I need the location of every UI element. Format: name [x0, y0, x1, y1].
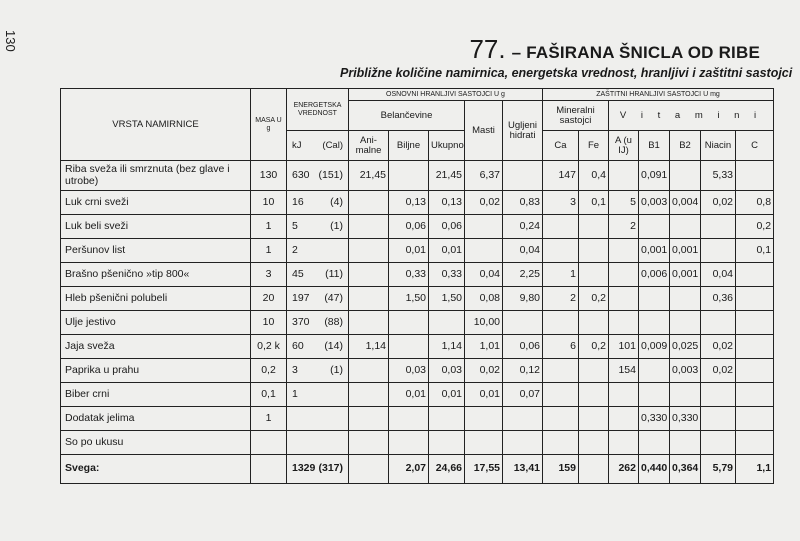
vitamin-a-cell: 5 — [609, 191, 639, 215]
animal-protein-cell: 1,14 — [349, 335, 389, 359]
vitamin-a-cell — [609, 287, 639, 311]
fat-cell — [465, 239, 503, 263]
total-protein-cell: 24,66 — [429, 455, 465, 484]
cal-value: (1) — [330, 363, 343, 376]
vitamin-a-cell: 262 — [609, 455, 639, 484]
ca-cell — [543, 215, 579, 239]
vitamin-b2-cell: 0,025 — [670, 335, 701, 359]
table-row — [61, 335, 774, 359]
mass-cell: 10 — [251, 311, 287, 335]
cal-value: (151) — [318, 168, 343, 181]
kj-value: 3 — [292, 363, 298, 376]
mass-cell: 0,2 k — [251, 335, 287, 359]
nutrition-table — [60, 88, 774, 484]
ingredient-name: Biber crni — [61, 383, 251, 407]
niacin-cell: 0,02 — [701, 191, 736, 215]
vitamin-b2-cell — [670, 161, 701, 191]
kj-value: 45 — [292, 267, 304, 280]
niacin-cell — [701, 215, 736, 239]
table-row — [61, 383, 774, 407]
vitamin-b1-cell: 0,330 — [639, 407, 670, 431]
vitamin-c-cell — [736, 407, 774, 431]
recipe-name: – FAŠIRANA ŠNICLA OD RIBE — [511, 43, 760, 62]
kj-value: 2 — [292, 243, 298, 256]
fe-cell — [579, 431, 609, 455]
kj-value: 60 — [292, 339, 304, 352]
plant-protein-cell — [389, 311, 429, 335]
animal-protein-cell — [349, 311, 389, 335]
energy-cell — [287, 311, 349, 335]
total-protein-cell — [429, 431, 465, 455]
total-row — [61, 455, 774, 484]
mass-cell: 1 — [251, 407, 287, 431]
vitamin-b1-cell — [639, 359, 670, 383]
vitamin-b2-cell — [670, 431, 701, 455]
energy-cell — [287, 161, 349, 191]
cal-value: (4) — [330, 195, 343, 208]
plant-protein-cell: 0,01 — [389, 239, 429, 263]
kj-value: 16 — [292, 195, 304, 208]
table-row — [61, 161, 774, 191]
niacin-cell — [701, 311, 736, 335]
total-protein-cell: 0,33 — [429, 263, 465, 287]
total-protein-cell: 0,13 — [429, 191, 465, 215]
kj-value: 1329 — [292, 462, 316, 475]
fat-cell: 0,02 — [465, 191, 503, 215]
animal-protein-cell — [349, 431, 389, 455]
table-row — [61, 191, 774, 215]
energy-cell — [287, 335, 349, 359]
ca-cell — [543, 359, 579, 383]
vitamin-b2-cell: 0,001 — [670, 263, 701, 287]
fe-cell: 0,4 — [579, 161, 609, 191]
cal-value: (47) — [324, 291, 343, 304]
vitamin-b2-cell: 0,001 — [670, 239, 701, 263]
animal-protein-cell — [349, 287, 389, 311]
fat-cell: 10,00 — [465, 311, 503, 335]
vitamin-b2-header: B2 — [670, 131, 701, 161]
mass-cell: 20 — [251, 287, 287, 311]
niacin-cell: 5,79 — [701, 455, 736, 484]
fe-cell — [579, 383, 609, 407]
vitamin-b2-cell — [670, 215, 701, 239]
energy-cell — [287, 191, 349, 215]
carb-cell: 0,07 — [503, 383, 543, 407]
col-name-header: VRSTA NAMIRNICE — [61, 89, 251, 161]
carb-cell — [503, 161, 543, 191]
niacin-cell: 0,36 — [701, 287, 736, 311]
cal-value: (14) — [324, 339, 343, 352]
plant-protein-cell: 0,06 — [389, 215, 429, 239]
total-protein-cell: 0,06 — [429, 215, 465, 239]
vitamin-c-cell — [736, 431, 774, 455]
ingredient-name: Luk crni sveži — [61, 191, 251, 215]
vitamin-c-cell — [736, 359, 774, 383]
plant-protein-cell: 1,50 — [389, 287, 429, 311]
table-subtitle: Približne količine namirnica, energetska vrednost, hranljivi i zaštitni sastojci — [340, 66, 793, 80]
cal-value: (317) — [318, 462, 343, 475]
vitamin-b1-cell — [639, 383, 670, 407]
fat-cell: 1,01 — [465, 335, 503, 359]
fe-cell — [579, 407, 609, 431]
total-protein-cell: 21,45 — [429, 161, 465, 191]
carb-cell — [503, 407, 543, 431]
energy-cell — [287, 263, 349, 287]
vitamin-b2-cell — [670, 311, 701, 335]
table-row — [61, 239, 774, 263]
protective-nutrients-header: ZAŠTITNI HRANLJIVI SASTOJCI U mg — [543, 89, 774, 101]
carb-cell: 0,83 — [503, 191, 543, 215]
vitamin-a-header: A (u IJ) — [609, 131, 639, 161]
plant-protein-cell: 0,01 — [389, 383, 429, 407]
fat-cell: 0,01 — [465, 383, 503, 407]
vitamin-c-header: C — [736, 131, 774, 161]
ingredient-name: Peršunov list — [61, 239, 251, 263]
ingredient-name: Luk beli sveži — [61, 215, 251, 239]
vitamin-c-cell: 0,1 — [736, 239, 774, 263]
col-mass-header: MASA U g — [251, 89, 287, 161]
vitamin-c-cell — [736, 263, 774, 287]
ingredient-name: So po ukusu — [61, 431, 251, 455]
mass-cell: 0,1 — [251, 383, 287, 407]
animal-protein-cell: 21,45 — [349, 161, 389, 191]
kj-value: 5 — [292, 219, 298, 232]
total-protein-cell: 0,01 — [429, 383, 465, 407]
total-protein-cell — [429, 407, 465, 431]
fe-cell — [579, 455, 609, 484]
total-proteins-header: Ukupno — [429, 131, 465, 161]
ingredient-name: Dodatak jelima — [61, 407, 251, 431]
recipe-number: 77. — [469, 34, 506, 64]
vitamin-c-cell: 0,2 — [736, 215, 774, 239]
vitamin-b2-cell — [670, 383, 701, 407]
energy-cell — [287, 431, 349, 455]
fe-cell: 0,2 — [579, 335, 609, 359]
carb-cell: 9,80 — [503, 287, 543, 311]
recipe-title — [469, 34, 760, 65]
vitamin-c-cell — [736, 335, 774, 359]
carb-cell: 13,41 — [503, 455, 543, 484]
fat-cell: 17,55 — [465, 455, 503, 484]
vitamin-c-cell: 1,1 — [736, 455, 774, 484]
ca-cell: 6 — [543, 335, 579, 359]
fe-cell — [579, 359, 609, 383]
vitamin-b1-cell — [639, 431, 670, 455]
ca-cell — [543, 311, 579, 335]
vitamin-a-cell — [609, 383, 639, 407]
ca-cell — [543, 431, 579, 455]
total-protein-cell: 0,01 — [429, 239, 465, 263]
ingredient-name: Paprika u prahu — [61, 359, 251, 383]
minerals-header: Mineralni sastojci — [543, 101, 609, 131]
niacin-cell — [701, 239, 736, 263]
carb-cell: 0,12 — [503, 359, 543, 383]
fat-cell: 0,04 — [465, 263, 503, 287]
ca-cell — [543, 239, 579, 263]
cal-value: (88) — [324, 315, 343, 328]
plant-protein-cell — [389, 431, 429, 455]
fat-cell — [465, 407, 503, 431]
vitamin-b1-cell — [639, 311, 670, 335]
ca-cell — [543, 407, 579, 431]
mass-cell — [251, 431, 287, 455]
kj-label: kJ — [292, 139, 302, 151]
energy-cell — [287, 359, 349, 383]
vitamin-c-cell — [736, 383, 774, 407]
ca-cell: 2 — [543, 287, 579, 311]
ingredient-name: Brašno pšenično »tip 800« — [61, 263, 251, 287]
ingredient-name: Riba sveža ili smrznuta (bez glave i utrobe) — [61, 161, 251, 191]
animal-protein-cell — [349, 191, 389, 215]
animal-protein-cell — [349, 455, 389, 484]
vitamin-c-cell — [736, 161, 774, 191]
animal-protein-cell — [349, 383, 389, 407]
ca-cell — [543, 383, 579, 407]
cal-label: (Cal) — [322, 139, 343, 151]
ca-cell: 3 — [543, 191, 579, 215]
niacin-cell: 0,02 — [701, 359, 736, 383]
fat-cell: 0,08 — [465, 287, 503, 311]
ingredient-name: Svega: — [61, 455, 251, 484]
table-row — [61, 287, 774, 311]
vitamin-b1-cell: 0,006 — [639, 263, 670, 287]
animal-protein-cell — [349, 359, 389, 383]
carb-cell — [503, 311, 543, 335]
ca-cell: 159 — [543, 455, 579, 484]
vitamin-b1-cell — [639, 215, 670, 239]
ca-cell: 147 — [543, 161, 579, 191]
table-row — [61, 215, 774, 239]
fe-cell — [579, 311, 609, 335]
plant-protein-cell — [389, 407, 429, 431]
animal-protein-cell — [349, 239, 389, 263]
fe-cell: 0,2 — [579, 287, 609, 311]
plant-protein-cell: 0,33 — [389, 263, 429, 287]
niacin-cell: 0,02 — [701, 335, 736, 359]
table-row — [61, 311, 774, 335]
animal-protein-cell — [349, 407, 389, 431]
vitamin-b1-cell: 0,009 — [639, 335, 670, 359]
kj-value: 1 — [292, 387, 298, 400]
fat-cell: 0,02 — [465, 359, 503, 383]
vitamin-a-cell: 154 — [609, 359, 639, 383]
vitamin-a-cell — [609, 263, 639, 287]
energy-cell — [287, 239, 349, 263]
carb-cell: 2,25 — [503, 263, 543, 287]
vitamin-c-cell: 0,8 — [736, 191, 774, 215]
energy-cell — [287, 407, 349, 431]
kj-value: 370 — [292, 315, 310, 328]
vitamin-c-cell — [736, 287, 774, 311]
mass-cell: 130 — [251, 161, 287, 191]
carbs-header: Ugljeni hidrati — [503, 101, 543, 161]
vitamin-a-cell — [609, 161, 639, 191]
vitamin-b1-cell: 0,003 — [639, 191, 670, 215]
vitamin-b1-cell: 0,001 — [639, 239, 670, 263]
vitamins-header: V i t a m i n i — [609, 101, 774, 131]
energy-cell — [287, 455, 349, 484]
niacin-cell: 5,33 — [701, 161, 736, 191]
cal-value: (1) — [330, 219, 343, 232]
fe-header: Fe — [579, 131, 609, 161]
vitamin-b2-cell: 0,364 — [670, 455, 701, 484]
vitamin-c-cell — [736, 311, 774, 335]
niacin-header: Niacin — [701, 131, 736, 161]
animal-protein-cell — [349, 263, 389, 287]
vitamin-a-cell: 101 — [609, 335, 639, 359]
kj-value: 630 — [292, 168, 310, 181]
total-protein-cell: 1,14 — [429, 335, 465, 359]
mass-cell: 10 — [251, 191, 287, 215]
niacin-cell — [701, 431, 736, 455]
carb-cell: 0,06 — [503, 335, 543, 359]
fat-cell: 6,37 — [465, 161, 503, 191]
total-protein-cell — [429, 311, 465, 335]
fe-cell — [579, 263, 609, 287]
niacin-cell — [701, 407, 736, 431]
ca-header: Ca — [543, 131, 579, 161]
basic-nutrients-header: OSNOVNI HRANLJIVI SASTOJCI U g — [349, 89, 543, 101]
table-row — [61, 407, 774, 431]
vitamin-b1-cell — [639, 287, 670, 311]
cal-value: (11) — [325, 267, 343, 280]
fats-header: Masti — [465, 101, 503, 161]
plant-header: Biljne — [389, 131, 429, 161]
vitamin-b2-cell: 0,003 — [670, 359, 701, 383]
carb-cell — [503, 431, 543, 455]
kj-value: 197 — [292, 291, 310, 304]
animal-header: Ani-malne — [349, 131, 389, 161]
niacin-cell — [701, 383, 736, 407]
animal-protein-cell — [349, 215, 389, 239]
ca-cell: 1 — [543, 263, 579, 287]
table-row — [61, 431, 774, 455]
vitamin-b2-cell: 0,330 — [670, 407, 701, 431]
vitamin-b2-cell: 0,004 — [670, 191, 701, 215]
ingredient-name: Hleb pšenični polubeli — [61, 287, 251, 311]
page-number: 130 — [3, 30, 18, 52]
energy-cell — [287, 215, 349, 239]
mass-cell — [251, 455, 287, 484]
fat-cell — [465, 431, 503, 455]
vitamin-b1-cell: 0,440 — [639, 455, 670, 484]
vitamin-a-cell — [609, 311, 639, 335]
ingredient-name: Jaja sveža — [61, 335, 251, 359]
plant-protein-cell — [389, 335, 429, 359]
carb-cell: 0,04 — [503, 239, 543, 263]
vitamin-b1-cell: 0,091 — [639, 161, 670, 191]
fe-cell: 0,1 — [579, 191, 609, 215]
col-energy-header: ENERGETSKA VREDNOST — [287, 89, 349, 131]
plant-protein-cell: 0,03 — [389, 359, 429, 383]
niacin-cell: 0,04 — [701, 263, 736, 287]
carb-cell: 0,24 — [503, 215, 543, 239]
fat-cell — [465, 215, 503, 239]
mass-cell: 1 — [251, 215, 287, 239]
mass-cell: 3 — [251, 263, 287, 287]
total-protein-cell: 1,50 — [429, 287, 465, 311]
vitamin-b1-header: B1 — [639, 131, 670, 161]
vitamin-b2-cell — [670, 287, 701, 311]
plant-protein-cell: 2,07 — [389, 455, 429, 484]
table-row — [61, 359, 774, 383]
total-protein-cell: 0,03 — [429, 359, 465, 383]
fe-cell — [579, 215, 609, 239]
vitamin-a-cell: 2 — [609, 215, 639, 239]
vitamin-a-cell — [609, 239, 639, 263]
fe-cell — [579, 239, 609, 263]
energy-cell — [287, 287, 349, 311]
ingredient-name: Ulje jestivo — [61, 311, 251, 335]
mass-cell: 0,2 — [251, 359, 287, 383]
vitamin-a-cell — [609, 407, 639, 431]
mass-cell: 1 — [251, 239, 287, 263]
plant-protein-cell: 0,13 — [389, 191, 429, 215]
plant-protein-cell — [389, 161, 429, 191]
proteins-header: Belančevine — [349, 101, 465, 131]
vitamin-a-cell — [609, 431, 639, 455]
table-row — [61, 263, 774, 287]
energy-cell — [287, 383, 349, 407]
kj-cal-header — [287, 131, 349, 161]
